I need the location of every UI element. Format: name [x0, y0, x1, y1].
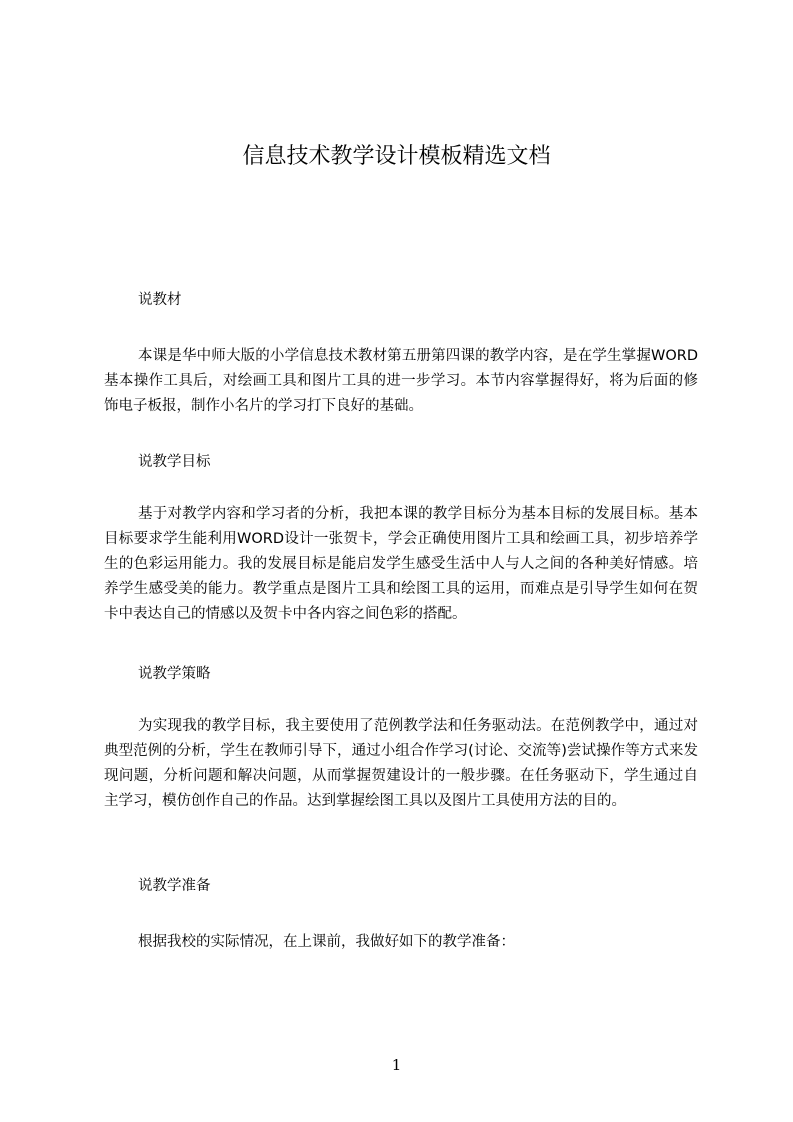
section-heading-objectives: 说教学目标 [138, 454, 211, 470]
section-paragraph-textbook: 本课是华中师大版的小学信息技术教材第五册第四课的教学内容，是在学生掌握WORD基本操作工具后，对绘画工具和图片工具的进一步学习。本节内容掌握得好，将为后面的修饰电子板报，制作小名片的学习打下良好的基础。 [104, 348, 698, 414]
section-heading-preparation: 说教学准备 [138, 878, 211, 894]
section-paragraph-preparation: 根据我校的实际情况，在上课前，我做好如下的教学准备： [138, 934, 515, 950]
section-heading-strategy: 说教学策略 [138, 666, 211, 682]
section-paragraph-objectives: 基于对教学内容和学习者的分析，我把本课的教学目标分为基本目标的发展目标。基本目标要求学生能利用WORD设计一张贺卡，学会正确使用图片工具和绘画工具，初步培养学生的色彩运用能力。我的发展目标是能启发学生感受生活中人与人之间的各种美好情感。培养学生感受美的能力。教学重点是图片工具和绘图工具的运用，而难点是引导学生如何在贺卡中表达自己的情感以及贺卡中各内容之间色彩的搭配。 [104, 506, 698, 622]
section-paragraph-strategy: 为实现我的教学目标，我主要使用了范例教学法和任务驱动法。在范例教学中，通过对典型范例的分析，学生在教师引导下，通过小组合作学习(讨论、交流等)尝试操作等方式来发现问题，分析问题和解决问题，从而掌握贺建设计的一般步骤。在任务驱动下，学生通过自主学习，模仿创作自己的作品。达到掌握绘图工具以及图片工具使用方法的目的。 [104, 718, 698, 809]
section-heading-textbook: 说教材 [138, 292, 182, 308]
page-number: 1 [391, 1056, 402, 1074]
page-title: 信息技术教学设计模板精选文档 [242, 144, 551, 169]
